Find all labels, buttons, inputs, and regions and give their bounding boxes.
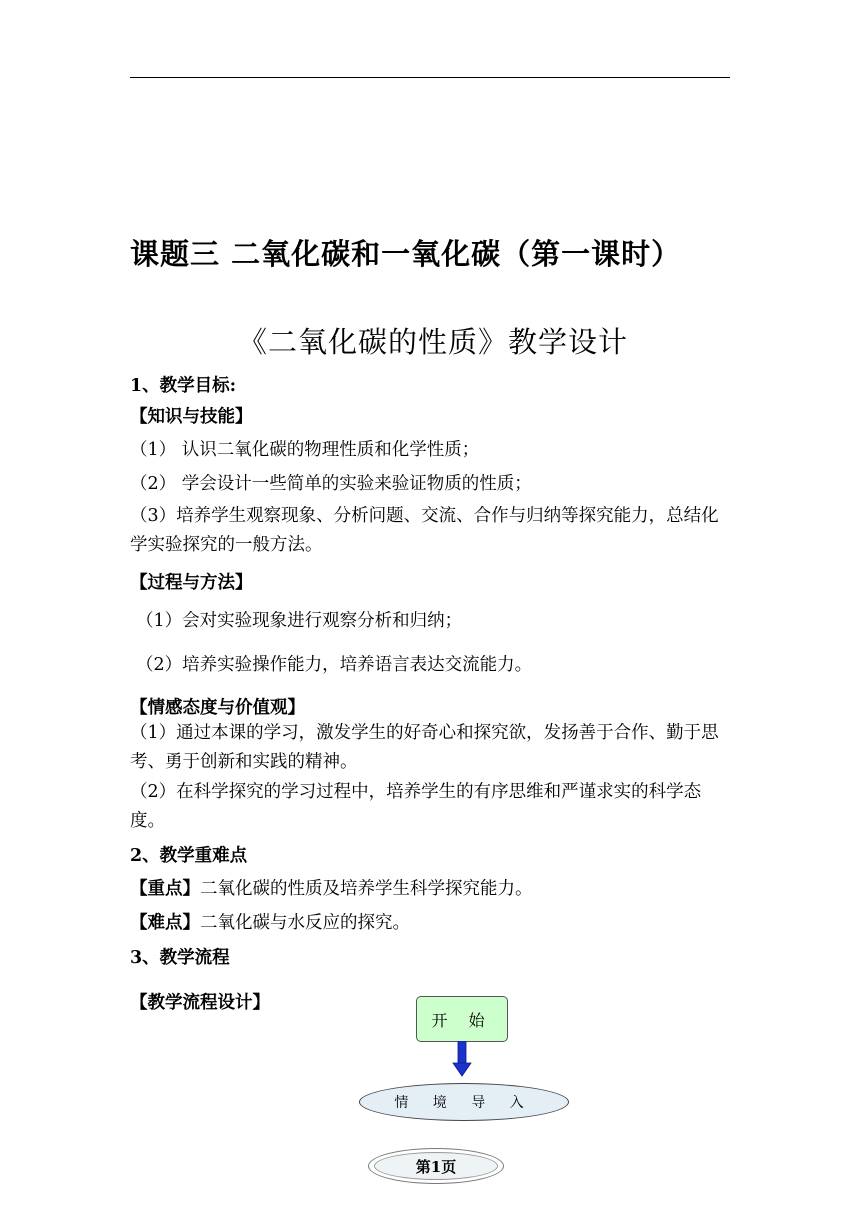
knowledge-item-2: （2） 学会设计一些简单的实验来验证物质的性质；: [130, 474, 532, 494]
flow-design-heading: 【教学流程设计】: [130, 993, 270, 1013]
flow-start-box: [416, 996, 508, 1042]
process-methods-heading: 【过程与方法】: [130, 573, 253, 593]
header-rule: [130, 77, 730, 78]
difficult-point-label: 【难点】: [130, 913, 200, 933]
lesson-title: 课题三 二氧化碳和一氧化碳（第一课时）: [130, 237, 682, 271]
knowledge-skills-heading: 【知识与技能】: [130, 407, 253, 427]
emotion-item-2: （2）在科学探究的学习过程中，培养学生的有序思维和严谨求实的科学态度。: [130, 782, 702, 831]
emotion-item-1: （1）通过本课的学习，激发学生的好奇心和探究欲，发扬善于合作、勤于思考、勇于创新和实践的精神。: [130, 723, 719, 772]
flow-situation-intro: [359, 1083, 569, 1121]
key-point-text: 二氧化碳的性质及培养学生科学探究能力。: [200, 879, 533, 899]
key-difficulty-heading: 2、教学重难点: [130, 846, 248, 866]
design-subtitle: 《二氧化碳的性质》教学设计: [238, 325, 629, 359]
knowledge-item-1: （1） 认识二氧化碳的物理性质和化学性质；: [130, 440, 480, 460]
flow-arrow-down-icon: [452, 1041, 472, 1077]
teaching-goals-heading: 1、教学目标:: [130, 376, 237, 396]
difficult-point-text: 二氧化碳与水反应的探究。: [200, 913, 410, 933]
flow-start-label: 开 始: [431, 1010, 493, 1030]
key-point-line: [130, 875, 533, 900]
key-point-label: 【重点】: [130, 879, 200, 899]
page-number-label: 第1页: [415, 1157, 457, 1176]
knowledge-item-3: （3）培养学生观察现象、分析问题、交流、合作与归纳等探究能力，总结化学实验探究的一般方法。: [130, 506, 719, 555]
emotion-values-heading: 【情感态度与价值观】: [130, 698, 305, 718]
difficult-point-line: [130, 909, 410, 934]
flow-situation-label: 情 境 导 入: [394, 1095, 534, 1111]
process-item-1: （1）会对实验现象进行观察分析和归纳；: [136, 611, 463, 631]
process-item-2: （2）培养实验操作能力，培养语言表达交流能力。: [136, 655, 533, 675]
teaching-flow-heading: 3、教学流程: [130, 948, 230, 968]
page-number-badge: [374, 1152, 498, 1180]
